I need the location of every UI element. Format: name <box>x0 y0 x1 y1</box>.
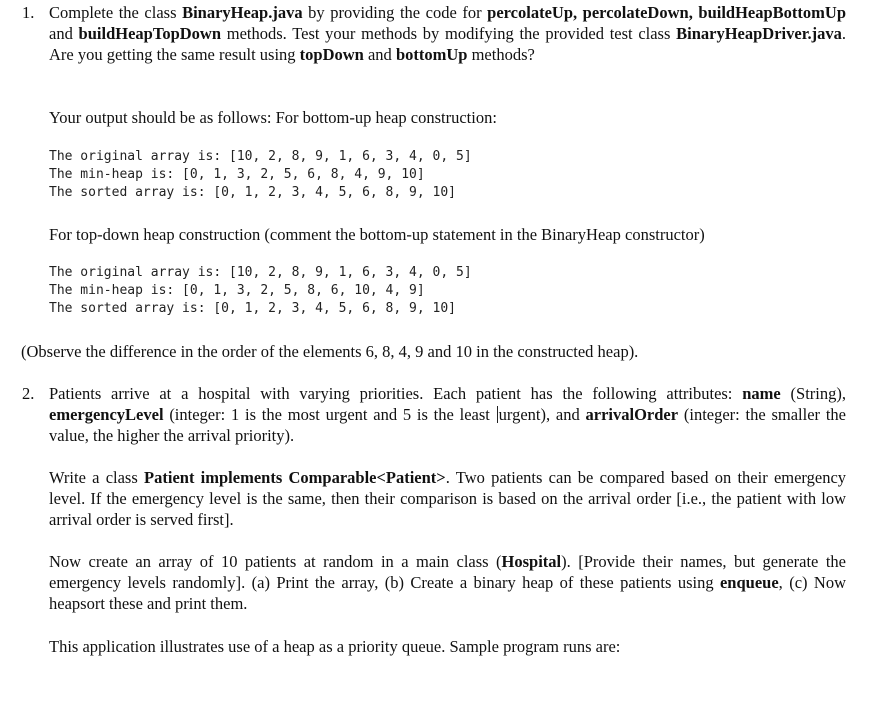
arrival-order-attribute: arrivalOrder <box>585 405 679 424</box>
item-2-text: (integer: the smaller the value, the higher the arrival priority). <box>49 405 846 445</box>
observe-note: (Observe the difference in the order of the elements 6, 8, 4, 9 and 10 in the constructed heap). <box>21 342 639 361</box>
item-1-text: methods. Test your methods by modifying the provided test class <box>221 24 677 43</box>
item-1-text: . Are you getting the same result using <box>49 24 846 64</box>
item-2-paragraph-3 <box>49 551 846 614</box>
item-2-text: (integer: 1 is the most urgent and 5 is the least <box>163 405 496 424</box>
item-2-text: Now create an array of 10 patients at random in a main class ( <box>49 552 502 571</box>
driver-class-name: BinaryHeapDriver.java <box>676 24 842 43</box>
item-1-description <box>49 2 846 65</box>
item-1-text: and <box>363 45 396 64</box>
item-1-text: and <box>49 24 79 43</box>
item-2-text: Write a class <box>49 468 145 487</box>
output-line: The sorted array is: [0, 1, 2, 3, 4, 5, 6, 8, 9, 10] <box>49 185 456 200</box>
percolate-methods: percolateUp, percolateDown, <box>487 3 693 22</box>
item-1-text: by providing the code for <box>302 3 488 22</box>
top-down-intro: For top-down heap construction (comment the bottom-up statement in the BinaryHeap constructor) <box>49 225 705 244</box>
output-line: The min-heap is: [0, 1, 3, 2, 5, 8, 6, 10, 4, 9] <box>49 283 425 298</box>
name-attribute: name <box>742 384 781 403</box>
enqueue-method: enqueue <box>719 573 779 592</box>
item-2-text: , (c) Now heapsort these and print them. <box>49 573 846 613</box>
output-line: The original array is: [10, 2, 8, 9, 1, 6, 3, 4, 0, 5] <box>49 265 472 280</box>
item-1-text: methods? <box>467 45 535 64</box>
bottom-up-intro: Your output should be as follows: For bottom-up heap construction: <box>49 108 497 127</box>
bottom-up-output <box>49 148 846 202</box>
item-1-text: Complete the class <box>49 3 183 22</box>
top-down-output <box>49 264 846 318</box>
emergency-level-attribute: emergencyLevel <box>49 405 164 424</box>
output-line: The original array is: [10, 2, 8, 9, 1, 6, 3, 4, 0, 5] <box>49 149 472 164</box>
output-line: The sorted array is: [0, 1, 2, 3, 4, 5, 6, 8, 9, 10] <box>49 301 456 316</box>
top-down-term: topDown <box>299 45 364 64</box>
item-2-text: . Two patients can be compared based on their emergency level. If the emergency level is the same, then their comparison is based on the arrival order [i.e., the patient with low arrival order is served first]. <box>49 468 847 529</box>
build-heap-bottom-up-method: buildHeapBottomUp <box>698 3 847 22</box>
binaryheap-class-name: BinaryHeap.java <box>182 3 303 22</box>
item-2-text: ). [Provide their names, but generate the emergency levels randomly]. (a) Print the array, (b) Create a binary heap of these patients using <box>49 552 846 592</box>
patient-class-declaration: Patient implements Comparable<Patient> <box>144 468 446 487</box>
item-2-paragraph-2 <box>49 467 846 530</box>
text-cursor <box>497 406 498 423</box>
item-2-text: (String), <box>780 384 846 403</box>
item-2-number: 2. <box>22 384 35 403</box>
item-2-text: Patients arrive at a hospital with varying priorities. Each patient has the following attributes: <box>49 384 743 403</box>
bottom-up-term: bottomUp <box>395 45 468 64</box>
hospital-class-name: Hospital <box>501 552 562 571</box>
item-2-paragraph-1 <box>49 383 846 446</box>
output-line: The min-heap is: [0, 1, 3, 2, 5, 6, 8, 4, 9, 10] <box>49 167 425 182</box>
build-heap-top-down-method: buildHeapTopDown <box>78 24 222 43</box>
item-1-number: 1. <box>22 3 35 22</box>
item-2-text: urgent), and <box>498 405 586 424</box>
item-2-paragraph-4: This application illustrates use of a heap as a priority queue. Sample program runs are: <box>49 637 621 656</box>
